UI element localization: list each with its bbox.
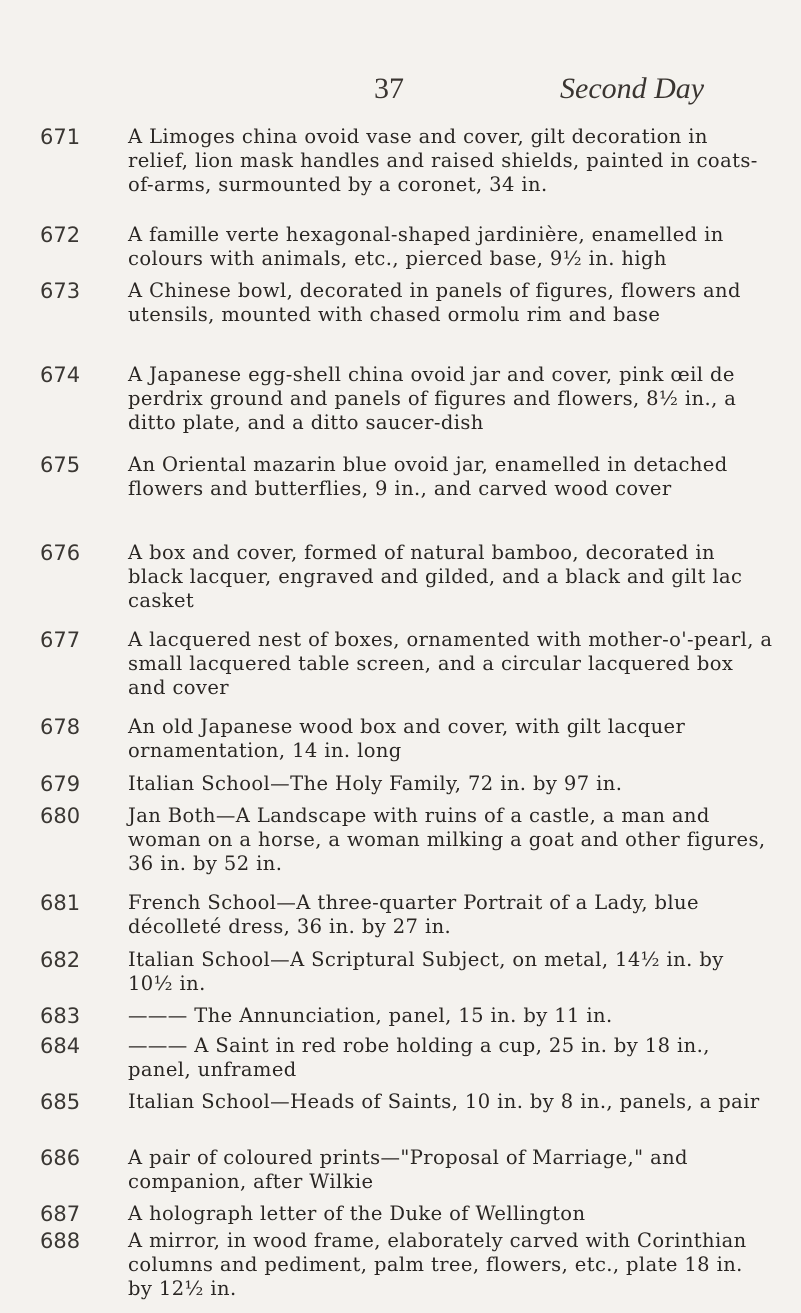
lot-entry (0, 223, 801, 279)
lot-number: 675 (40, 453, 81, 477)
running-head: Second Day (560, 72, 705, 105)
lot-entry (0, 891, 801, 948)
lot-number: 680 (40, 804, 81, 828)
lot-number: 673 (40, 279, 81, 303)
lot-number: 678 (40, 715, 81, 739)
lot-description: A Limoges china ovoid vase and cover, gilt decoration in relief, lion mask handles and raised shields, painted in coats-of-arms, surmounted by a coronet, 34 in. (128, 125, 758, 196)
lot-entry (0, 453, 801, 541)
lot-description: ——— A Saint in red robe holding a cup, 25 in. by 18 in., panel, unframed (128, 1034, 710, 1081)
lot-entry (0, 628, 801, 715)
lot-number: 687 (40, 1202, 81, 1226)
lot-description: An Oriental mazarin blue ovoid jar, enamelled in detached flowers and butterflies, 9 in., and carved wood cover (128, 453, 728, 500)
lot-number: 671 (40, 125, 81, 149)
lot-entry (0, 1090, 801, 1146)
lot-description: A box and cover, formed of natural bamboo, decorated in black lacquer, engraved and gilded, and a black and gilt lac casket (128, 541, 743, 612)
lot-description: A lacquered nest of boxes, ornamented with mother-o'-pearl, a small lacquered table screen, and a circular lacquered box and cover (128, 628, 773, 699)
lot-number: 676 (40, 541, 81, 565)
lot-description: A Japanese egg-shell china ovoid jar and cover, pink œil de perdrix ground and panels of figures and flowers, 8½ in., a ditto plate, and a ditto saucer-dish (128, 363, 737, 434)
lot-description: Italian School—The Holy Family, 72 in. by 97 in. (128, 772, 623, 795)
lot-number: 688 (40, 1229, 81, 1253)
lot-entry (0, 363, 801, 453)
lot-description: A mirror, in wood frame, elaborately carved with Corinthian columns and pediment, palm tree, flowers, etc., plate 18 in. by 12½ in. (128, 1229, 747, 1300)
lot-number: 672 (40, 223, 81, 247)
lot-number: 683 (40, 1004, 81, 1028)
lot-description: French School—A three-quarter Portrait of a Lady, blue décolleté dress, 36 in. by 27 in. (128, 891, 699, 938)
lot-list (0, 125, 801, 1313)
lot-number: 679 (40, 772, 81, 796)
lot-entry (0, 948, 801, 1004)
lot-entry (0, 1229, 801, 1313)
lot-number: 674 (40, 363, 81, 387)
lot-entry (0, 804, 801, 891)
lot-description: ——— The Annunciation, panel, 15 in. by 11 in. (128, 1004, 613, 1027)
lot-entry (0, 1004, 801, 1034)
lot-entry (0, 715, 801, 772)
page-header (0, 72, 801, 112)
lot-description: A famille verte hexagonal-shaped jardinière, enamelled in colours with animals, etc., pierced base, 9½ in. high (128, 223, 724, 270)
lot-number: 685 (40, 1090, 81, 1114)
page-number: 37 (374, 72, 404, 105)
lot-description: A holograph letter of the Duke of Wellington (128, 1202, 586, 1225)
lot-entry (0, 772, 801, 804)
lot-description: Jan Both—A Landscape with ruins of a castle, a man and woman on a horse, a woman milking a goat and other figures, 36 in. by 52 in. (128, 804, 766, 875)
lot-description: A pair of coloured prints—"Proposal of Marriage," and companion, after Wilkie (128, 1146, 688, 1193)
lot-number: 682 (40, 948, 81, 972)
lot-entry (0, 1146, 801, 1202)
lot-description: An old Japanese wood box and cover, with gilt lacquer ornamentation, 14 in. long (128, 715, 686, 762)
lot-number: 681 (40, 891, 81, 915)
lot-entry (0, 1034, 801, 1090)
lot-entry (0, 541, 801, 628)
lot-number: 684 (40, 1034, 81, 1058)
lot-entry (0, 125, 801, 223)
lot-number: 686 (40, 1146, 81, 1170)
lot-description: A Chinese bowl, decorated in panels of figures, flowers and utensils, mounted with chased ormolu rim and base (128, 279, 741, 326)
lot-number: 677 (40, 628, 81, 652)
lot-entry (0, 279, 801, 363)
lot-description: Italian School—A Scriptural Subject, on metal, 14½ in. by 10½ in. (128, 948, 724, 995)
lot-description: Italian School—Heads of Saints, 10 in. by 8 in., panels, a pair (128, 1090, 760, 1113)
